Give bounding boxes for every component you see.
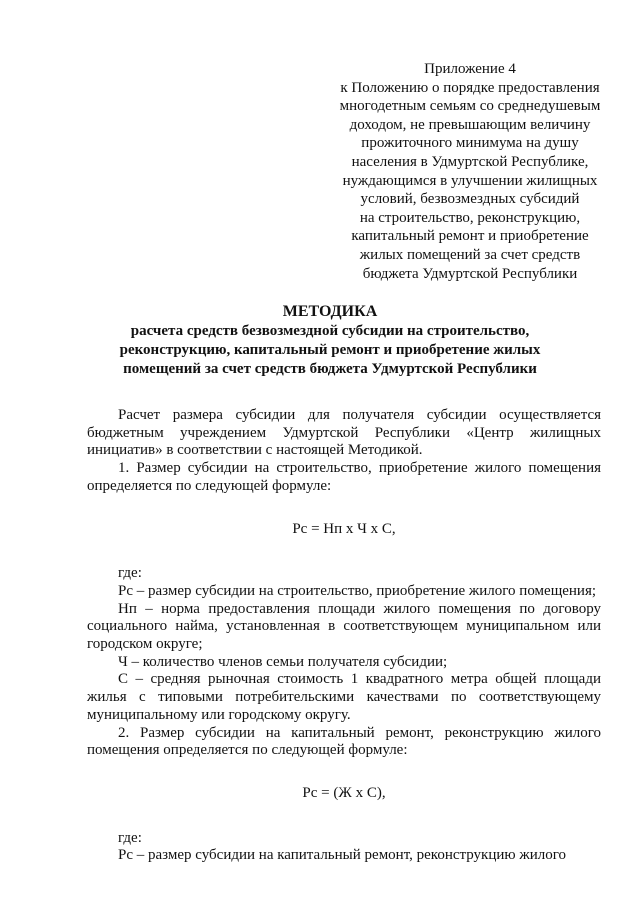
where-label-1: где: bbox=[118, 565, 142, 582]
formula-1: Рс = Нп х Ч х С, bbox=[292, 520, 396, 537]
item-2-paragraph: 2. Размер субсидии на капитальный ремонт, реконструкцию жилого помещения определяется по следующей формуле: bbox=[87, 724, 601, 759]
document-title bbox=[60, 302, 600, 379]
appendix-line: населения в Удмуртской Республике, bbox=[351, 153, 589, 170]
title-line: расчета средств безвозмездной субсидии на строительство, bbox=[130, 323, 530, 339]
title-line: помещений за счет средств бюджета Удмуртской Республики bbox=[123, 361, 537, 377]
appendix-line: условий, безвозмездных субсидий bbox=[360, 191, 580, 208]
definition-c: С – средняя рыночная стоимость 1 квадратного метра общей площади жилья с типовыми потребительскими качествами по соответствующему муниципальному или городскому округу. bbox=[87, 671, 601, 723]
intro-paragraph: Расчет размера субсидии для получателя субсидии осуществляется бюджетным учреждением Удмуртской Республики «Центр жилищных инициатив» в соответствии с настоящей Методикой. bbox=[87, 407, 601, 459]
formula-2: Рс = (Ж х С), bbox=[302, 784, 386, 801]
appendix-line: многодетным семьям со среднедушевым bbox=[339, 98, 601, 115]
appendix-line: доходом, не превышающим величину bbox=[349, 116, 591, 133]
definition-np: Нп – норма предоставления площади жилого помещения по договору социального найма, установленная в соответствующем муниципальном или городском округе; bbox=[87, 600, 601, 653]
appendix-line: на строительство, реконструкцию, bbox=[359, 209, 581, 226]
where-label-2: где: bbox=[118, 829, 142, 846]
appendix-line: капитальный ремонт и приобретение bbox=[351, 228, 589, 245]
definition-rc-1: Рс – размер субсидии на строительство, приобретение жилого помещения; bbox=[118, 582, 597, 599]
definition-rc-2: Рс – размер субсидии на капитальный ремонт, реконструкцию жилого bbox=[118, 847, 567, 864]
item-1-paragraph: 1. Размер субсидии на строительство, приобретение жилого помещения определяется по следующей формуле: bbox=[87, 460, 601, 494]
appendix-heading: Приложение 4 bbox=[424, 61, 516, 77]
title-main: МЕТОДИКА bbox=[282, 303, 378, 320]
document-body bbox=[87, 407, 601, 865]
definition-ch: Ч – количество членов семьи получателя субсидии; bbox=[118, 653, 448, 670]
appendix-line: прожиточного минимума на душу bbox=[361, 135, 579, 152]
appendix-line: бюджета Удмуртской Республики bbox=[362, 265, 578, 282]
title-line: реконструкцию, капитальный ремонт и приобретение жилых bbox=[119, 342, 541, 358]
appendix-line: нуждающимся в улучшении жилищных bbox=[342, 172, 598, 189]
appendix-line: жилых помещений за счет средств bbox=[359, 246, 581, 263]
appendix-line: к Положению о порядке предоставления bbox=[340, 79, 600, 96]
appendix-header bbox=[330, 60, 610, 283]
